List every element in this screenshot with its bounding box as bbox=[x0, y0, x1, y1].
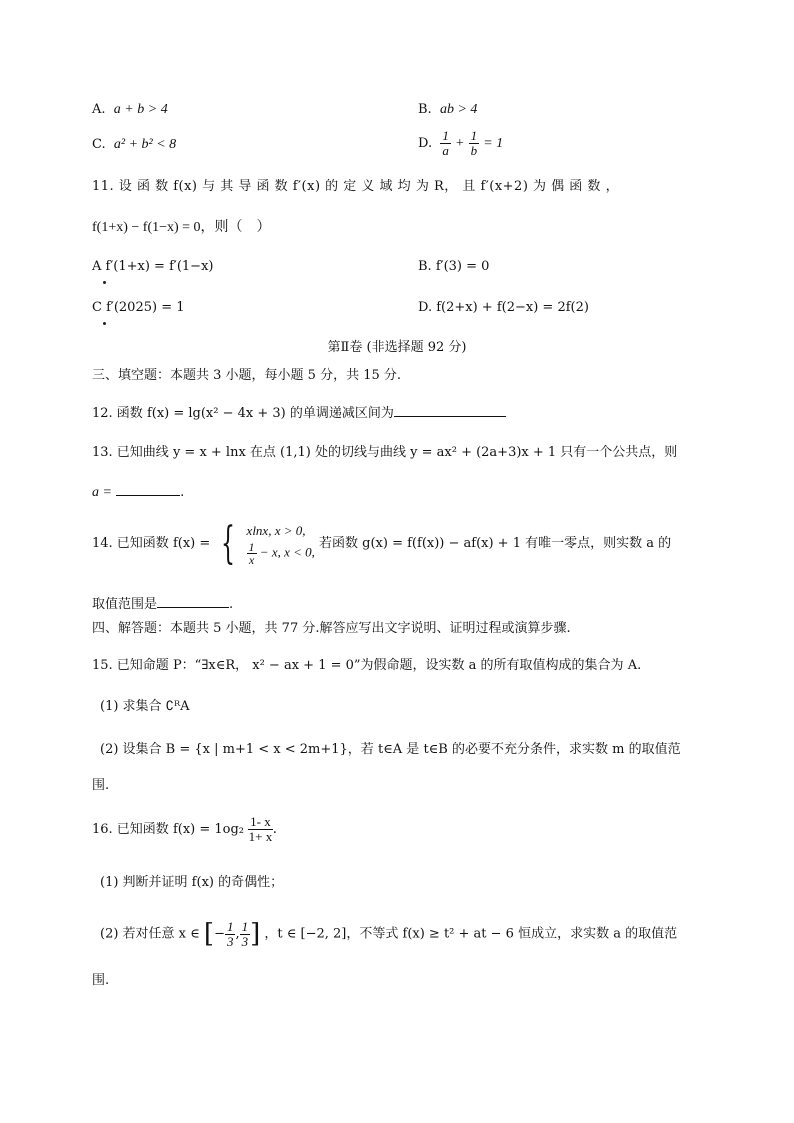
answer-blank[interactable] bbox=[157, 593, 229, 608]
q11-option-d[interactable]: D. f(2+x) + f(2−x) = 2f(2) bbox=[418, 300, 589, 315]
option-a[interactable]: A. a + b > 4 bbox=[92, 102, 168, 117]
q15-sub2-cont: 围. bbox=[92, 778, 110, 793]
q16-sub2-cont: 围. bbox=[92, 973, 110, 988]
part-3-heading: 三、填空题：本题共 3 小题，每小题 5 分，共 15 分. bbox=[92, 368, 402, 383]
q14-line2: 取值范围是 . bbox=[92, 593, 233, 614]
q16-stem: 16. 已知函数 f(x) = 1og₂ $\frac{1- x}{1+ x}$ . bbox=[92, 814, 277, 844]
answer-blank[interactable] bbox=[394, 402, 506, 417]
q15-stem: 15. 已知命题 P：“∃x∈R， x² − ax + 1 = 0”为假命题，设实数 a 的所有取值构成的集合为 A. bbox=[92, 658, 642, 673]
answer-blank[interactable] bbox=[116, 481, 180, 496]
option-a-expr: a + b > 4 bbox=[113, 102, 168, 117]
q16-sub1: (1) 判断并证明 f(x) 的奇偶性； bbox=[100, 875, 284, 890]
q11-option-c[interactable]: C f′(2025) = 1 bbox=[92, 300, 185, 315]
q11-stem-line1: 11. 设 函 数 f(x) 与 其 导 函 数 f′(x) 的 定 义 域 均 为 R， 且 f′(x+2) 为 偶 函 数 ， bbox=[92, 179, 620, 194]
part-4-heading: 四、解答题：本题共 5 小题，共 77 分.解答应写出文字说明、证明过程或演算步骤. bbox=[92, 621, 571, 636]
q15-sub2: (2) 设集合 B = {x | m+1 < x < 2m+1}，若 t∈A 是 t∈B 的必要不充分条件，求实数 m 的取值范 bbox=[100, 742, 681, 757]
option-c-expr: a² + b² < 8 bbox=[113, 137, 177, 152]
q14-line1: 14. 已知函数 f(x) = { xlnx, x > 0, $\frac{1}{x}$ − x, x < 0, 若函数 g(x) = f(f(x)) − af(x) + 1 有唯一零点，则实数 a 的 bbox=[92, 517, 672, 569]
fraction-1-over-x: $\frac{1}{x}$ bbox=[248, 540, 255, 567]
q12: 12. 函数 f(x) = lg(x² − 4x + 3) 的单调递减区间为 bbox=[92, 402, 506, 423]
piecewise-cases: xlnx, x > 0, $\frac{1}{x}$ − x, x < 0, bbox=[246, 523, 315, 567]
q13-line2: a = . bbox=[92, 481, 184, 502]
q11-option-b[interactable]: B. f′(3) = 0 bbox=[418, 259, 490, 274]
section-2-title: 第Ⅱ卷 (非选择题 92 分) bbox=[327, 340, 467, 355]
right-bracket-icon: ] bbox=[250, 919, 261, 949]
fraction-1-over-3: $\frac{1}{3}$ bbox=[241, 918, 249, 949]
left-brace-icon: { bbox=[221, 517, 236, 569]
fraction-1-over-b: $\frac{1}{b}$ bbox=[470, 128, 478, 158]
q11-option-a[interactable]: A f′(1+x) = f′(1−x) bbox=[92, 259, 214, 274]
dot-mark bbox=[103, 322, 106, 325]
q15-sub1: (1) 求集合 ∁ᴿA bbox=[100, 699, 190, 714]
q11-stem-line2: f(1+x) − f(1−x) = 0，则（ ） bbox=[92, 220, 271, 235]
q13-line1: 13. 已知曲线 y = x + lnx 在点 (1,1) 处的切线与曲线 y = ax² + (2a+3)x + 1 只有一个公共点，则 bbox=[92, 445, 678, 460]
option-b-expr: ab > 4 bbox=[439, 102, 478, 117]
left-bracket-icon: [ bbox=[203, 919, 215, 949]
option-d[interactable]: D. $\frac{1}{a}$ + $\frac{1}{b}$ = 1 bbox=[418, 128, 504, 158]
fraction-log-argument: $\frac{1- x}{1+ x}$ bbox=[248, 814, 273, 844]
q16-sub2: (2) 若对任意 x ∈ [− $\frac{1}{3}$ , $\frac{1}{3}$ ] ，t ∈ [−2, 2]，不等式 f(x) ≥ t² + at − 6 恒成立，求实数 a 的取值范 bbox=[100, 918, 678, 949]
fraction-1-over-a: $\frac{1}{a}$ bbox=[442, 128, 449, 158]
dot-mark bbox=[103, 281, 106, 284]
option-b[interactable]: B. ab > 4 bbox=[418, 102, 478, 117]
option-c[interactable]: C. a² + b² < 8 bbox=[92, 137, 177, 152]
fraction-1-over-3: $\frac{1}{3}$ bbox=[226, 918, 234, 949]
